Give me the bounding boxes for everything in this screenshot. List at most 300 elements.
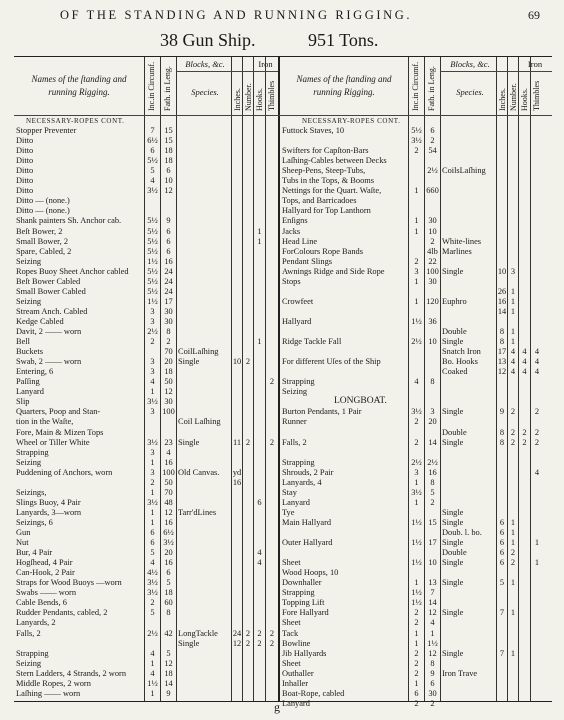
running-title: OF THE STANDING AND RUNNING RIGGING. — [60, 8, 413, 22]
cell-fath: 18 — [164, 668, 173, 678]
cell-inches: yd — [232, 467, 242, 477]
cell-species: Euphro — [442, 296, 467, 306]
cell-name: Ditto — [16, 166, 34, 176]
cell-number: 2 — [245, 628, 251, 638]
cell-species: Single — [442, 648, 464, 658]
cell-name: Jacks — [282, 226, 301, 236]
cell-species: Coaked — [442, 367, 468, 377]
cell-circ: 5 — [150, 166, 155, 176]
header-number-right: Number. — [509, 83, 518, 111]
cell-fath: 12 — [164, 186, 173, 196]
cell-inches: 7 — [499, 608, 505, 618]
header-thimbles-left: Thimbles — [267, 80, 276, 111]
title-tons: 951 Tons. — [308, 30, 379, 50]
cell-fath: 15 — [164, 136, 173, 146]
cell-name: Seizing — [16, 658, 42, 668]
cell-inches: 14 — [497, 306, 507, 316]
cell-species: Single — [442, 558, 464, 568]
cell-number: 2 — [245, 357, 251, 367]
cell-circ: 5½ — [147, 246, 158, 256]
cell-name: Ropes Buoy Sheet Anchor cabled — [16, 266, 129, 276]
table-row — [14, 397, 552, 406]
cell-fath: 2½ — [427, 166, 438, 176]
cell-name: LONGBOAT. — [334, 396, 387, 407]
table-row — [14, 277, 552, 286]
cell-name: Sheep-Pens, Steep-Tubs, — [282, 166, 366, 176]
cell-hooks: 2 — [257, 628, 262, 638]
cell-name: Runner — [282, 417, 307, 427]
cell-fath: 10 — [428, 558, 437, 568]
cell-name: Middle Ropes, 2 worn — [16, 678, 91, 688]
cell-fath: 24 — [164, 286, 173, 296]
cell-name: Slip — [16, 397, 30, 407]
cell-circ: 4 — [150, 668, 155, 678]
cell-inches: 10 — [232, 357, 242, 367]
cell-circ: 2½ — [147, 628, 158, 638]
cell-circ: 3 — [150, 447, 155, 457]
table-row — [14, 558, 552, 567]
cell-circ: 1 — [150, 387, 155, 397]
cell-fath: 2½ — [427, 457, 438, 467]
cell-inches: 6 — [499, 538, 505, 548]
cell-fath: 30 — [164, 316, 173, 326]
cell-species: Single — [442, 437, 464, 447]
cell-name: Lanyard — [282, 698, 310, 708]
cell-name: Entering, 6 — [16, 367, 54, 377]
table-row — [14, 659, 552, 668]
cell-name: Wood Hoops, 10 — [282, 568, 339, 578]
header-hooks-left: Hooks. — [255, 88, 264, 111]
cell-fath: 8 — [166, 608, 171, 618]
header-blocks-right: Blocks, &c. — [450, 59, 490, 69]
cell-fath: 9 — [166, 216, 171, 226]
cell-circ: 2 — [150, 337, 155, 347]
cell-circ: 7 — [150, 126, 155, 135]
cell-name: Outhaller — [282, 668, 314, 678]
cell-number: 1 — [510, 528, 516, 537]
cell-fath: 36 — [428, 316, 437, 326]
cell-fath: 6 — [166, 568, 171, 578]
cell-number: 1 — [510, 296, 516, 306]
cell-species: CoilLaſhing — [178, 347, 219, 357]
cell-fath: 60 — [164, 598, 173, 608]
cell-fath: 12 — [164, 387, 173, 397]
table-row — [14, 126, 552, 135]
cell-name: Laſhing-Cables between Decks — [282, 156, 387, 166]
cell-circ: 1 — [150, 457, 155, 467]
cell-hooks: 4 — [522, 347, 527, 357]
cell-number: 1 — [510, 648, 516, 658]
cell-name: Small Bower Cabled — [16, 286, 86, 296]
cell-fath: 2 — [430, 497, 435, 507]
cell-inches: 8 — [499, 427, 505, 437]
cell-species: Single — [442, 507, 464, 517]
cell-name: Burton Pendants, 1 Pair — [282, 407, 362, 417]
cell-fath: 30 — [164, 397, 173, 407]
cell-name: Topping Lift — [282, 598, 325, 608]
cell-species: Double — [442, 427, 467, 437]
cell-fath: 6 — [430, 126, 435, 135]
cell-circ: 4 — [150, 558, 155, 568]
cell-fath: 2 — [430, 236, 435, 246]
section-label-right: NECESSARY-ROPES CONT. — [302, 117, 401, 125]
cell-name: Spare, Cabled, 2 — [16, 246, 72, 256]
cell-fath: 30 — [164, 306, 173, 316]
cell-fath: 20 — [164, 357, 173, 367]
table-row — [14, 237, 552, 246]
cell-fath: 15 — [428, 517, 437, 527]
cell-fath: 42 — [164, 628, 173, 638]
cell-fath: 6 — [166, 236, 171, 246]
table-row — [14, 598, 552, 607]
table-row — [14, 588, 552, 597]
cell-species: CoilsLaſhing — [442, 166, 486, 176]
cell-name: Hogſhead, 4 Pair — [16, 558, 73, 568]
table-row — [14, 679, 552, 688]
cell-circ: 1 — [414, 216, 419, 226]
table-row — [14, 327, 552, 336]
cell-species: Single — [442, 578, 464, 588]
cell-name: Outer Hallyard — [282, 538, 333, 548]
cell-name: Davit, 2 —— worn — [16, 327, 82, 336]
cell-circ: 3 — [414, 467, 419, 477]
cell-name: Tye — [282, 507, 295, 517]
cell-name: Strapping — [16, 447, 49, 457]
cell-number: 3 — [510, 266, 516, 276]
cell-fath: 20 — [428, 417, 437, 427]
cell-species: Single — [178, 638, 200, 648]
cell-name: Strapping — [282, 377, 315, 387]
cell-circ: 3½ — [147, 437, 158, 447]
cell-circ: 3½ — [147, 186, 158, 196]
cell-circ: 2 — [414, 608, 419, 618]
cell-fath: 5 — [166, 578, 171, 588]
rigging-table — [14, 56, 552, 708]
cell-hooks: 1 — [257, 236, 262, 246]
cell-fath: 12 — [164, 507, 173, 517]
cell-circ: 5 — [150, 608, 155, 618]
cell-fath: 16 — [164, 517, 173, 527]
cell-fath: 18 — [164, 367, 173, 377]
cell-circ: 1 — [414, 578, 419, 588]
header-names-right: Names of the ſtanding and running Rigging. — [296, 74, 392, 97]
cell-name: Ditto — [16, 146, 34, 156]
header-inches-left: Inches. — [233, 88, 242, 111]
table-row — [14, 448, 552, 457]
cell-name: Ditto — (none.) — [16, 206, 70, 216]
cell-species: Snatch Iron — [442, 347, 481, 357]
cell-hooks: 4 — [522, 357, 527, 367]
table-row — [14, 407, 552, 416]
table-row — [14, 267, 552, 276]
table-row — [14, 206, 552, 215]
table-row — [14, 287, 552, 296]
header-rule — [176, 71, 278, 72]
cell-fath: 15 — [164, 126, 173, 135]
cell-thimbles: 1 — [534, 558, 540, 568]
cell-fath: 9 — [166, 688, 171, 698]
cell-name: Jib Hallyards — [282, 648, 327, 658]
running-head — [0, 6, 564, 26]
cell-fath: 3 — [430, 407, 435, 417]
cell-circ: 4 — [150, 377, 155, 387]
cell-circ: 1½ — [411, 538, 422, 548]
cell-circ: 1 — [414, 638, 419, 648]
table-row — [14, 146, 552, 155]
cell-fath: 70 — [164, 347, 173, 357]
cell-inches: 8 — [499, 437, 505, 447]
cell-circ: 1 — [414, 276, 419, 286]
table-row — [14, 538, 552, 547]
header-fath-right: Fath. in Leng. — [427, 66, 436, 111]
cell-name: Tops, and Barricadoes — [282, 196, 357, 206]
table-row — [14, 578, 552, 587]
cell-fath: 16 — [164, 457, 173, 467]
cell-name: Small Bower, 2 — [16, 236, 69, 246]
cell-name: Beſt Bower, 2 — [16, 226, 63, 236]
header-blocks-left: Blocks, &c. — [185, 59, 225, 69]
cell-species: Tarr'dLines — [178, 507, 217, 517]
table-row — [14, 166, 552, 175]
cell-thimbles: 2 — [269, 628, 275, 638]
cell-name: Seizing — [16, 256, 42, 266]
cell-circ: 4 — [150, 176, 155, 186]
section-label-left: NECESSARY-ROPES CONT. — [26, 117, 125, 125]
cell-circ: 3½ — [147, 397, 158, 407]
table-row — [14, 317, 552, 326]
cell-fath: 4lb — [427, 246, 438, 256]
cell-hooks: 4 — [257, 548, 262, 558]
header-circ-right: Inc.in Circumf. — [411, 61, 420, 111]
cell-fath: 30 — [428, 688, 437, 698]
header-rule — [14, 115, 552, 116]
cell-fath: 30 — [428, 216, 437, 226]
cell-fath: 18 — [164, 146, 173, 156]
cell-name: Inhaller — [282, 678, 309, 688]
cell-circ: 1 — [414, 477, 419, 487]
cell-circ: 2 — [414, 648, 419, 658]
header-species-left: Species. — [191, 87, 219, 97]
cell-circ: 6 — [150, 146, 155, 156]
table-row — [14, 387, 552, 396]
table-row — [14, 247, 552, 256]
cell-name: Bell — [16, 337, 30, 347]
table-row — [14, 156, 552, 165]
cell-name: Swab, 2 —— worn — [16, 357, 82, 367]
cell-circ: 1 — [414, 186, 419, 196]
cell-name: Stops — [282, 276, 301, 286]
table-row — [14, 608, 552, 617]
cell-inches: 9 — [499, 407, 505, 417]
cell-fath: 9 — [430, 668, 435, 678]
cell-name: Sheet — [282, 558, 301, 568]
cell-circ: 3 — [150, 316, 155, 326]
cell-name: Lanyards, 3—worn — [16, 507, 82, 517]
cell-fath: 22 — [428, 256, 437, 266]
table-row — [14, 377, 552, 386]
cell-circ: 1 — [414, 628, 419, 638]
cell-thimbles: 4 — [534, 347, 540, 357]
cell-circ: 2 — [414, 698, 419, 708]
cell-name: Ditto — [16, 186, 34, 196]
cell-inches: 7 — [499, 648, 505, 658]
cell-hooks: 2 — [522, 427, 527, 437]
cell-name: Main Hallyard — [282, 517, 332, 527]
cell-inches: 8 — [499, 327, 505, 336]
cell-number: 1 — [510, 286, 516, 296]
cell-inches: 17 — [497, 347, 507, 357]
cell-name: Pendant Slings — [282, 256, 333, 266]
table-row — [14, 518, 552, 527]
table-row — [14, 649, 552, 658]
cell-thimbles: 4 — [534, 467, 540, 477]
cell-circ: 3 — [150, 407, 155, 417]
cell-fath: 18 — [164, 156, 173, 166]
cell-name: Futtock Staves, 10 — [282, 126, 345, 135]
cell-circ: 1½ — [411, 316, 422, 326]
title-gun: 38 Gun Ship. — [160, 30, 256, 50]
cell-fath: 12 — [428, 648, 437, 658]
cell-fath: 660 — [426, 186, 439, 196]
table-row — [14, 629, 552, 638]
cell-species: Doub. l. bo. — [442, 528, 482, 537]
cell-number: 1 — [510, 337, 516, 347]
cell-circ: 1½ — [411, 598, 422, 608]
table-row — [14, 699, 552, 708]
cell-thimbles: 2 — [534, 407, 540, 417]
cell-fath: 100 — [162, 467, 175, 477]
cell-name: Quarters, Poop and Stan- — [16, 407, 101, 417]
cell-fath: 6 — [166, 166, 171, 176]
cell-fath: 120 — [426, 296, 439, 306]
cell-name: Hallyard — [282, 316, 312, 326]
table-row — [14, 488, 552, 497]
cell-inches: 6 — [499, 548, 505, 558]
cell-number: 1 — [510, 517, 516, 527]
cell-hooks: 2 — [522, 437, 527, 447]
cell-fath: 13 — [428, 578, 437, 588]
cell-name: Beſt Bower Cabled — [16, 276, 81, 286]
cell-circ: 2 — [414, 668, 419, 678]
cell-fath: 50 — [164, 377, 173, 387]
cell-species: Single — [178, 437, 200, 447]
cell-fath: 100 — [426, 266, 439, 276]
cell-inches: 6 — [499, 558, 505, 568]
cell-hooks: 1 — [257, 226, 262, 236]
table-row — [14, 689, 552, 698]
cell-inches: 12 — [232, 638, 242, 648]
cell-inches: 8 — [499, 337, 505, 347]
cell-circ: 2 — [414, 256, 419, 266]
header-species-right: Species. — [456, 87, 484, 97]
cell-fath: 1½ — [427, 638, 438, 648]
cell-circ: 1½ — [411, 517, 422, 527]
cell-circ: 3½ — [411, 487, 422, 497]
table-row — [14, 216, 552, 225]
cell-species: Iron Trave — [442, 668, 478, 678]
cell-name: Paſſing — [16, 377, 40, 387]
cell-name: Seizing — [16, 457, 42, 467]
cell-name: Seizing — [16, 296, 42, 306]
cell-fath: 48 — [164, 497, 173, 507]
cell-name: Tubs in the Tops, & Booms — [282, 176, 375, 186]
cell-circ: 1½ — [411, 588, 422, 598]
cell-name: Strapping — [16, 648, 49, 658]
cell-inches: 11 — [232, 437, 242, 447]
cell-hooks: 1 — [257, 337, 262, 347]
cell-name: Lanyard — [16, 387, 44, 397]
header-inches-right: Inches. — [498, 88, 507, 111]
cell-circ: 5½ — [411, 126, 422, 135]
table-row — [14, 297, 552, 306]
cell-fath: 4 — [430, 618, 435, 628]
cell-fath: 3½ — [163, 538, 174, 548]
cell-name: Strapping — [282, 457, 315, 467]
cell-name: Falls, 2 — [16, 628, 41, 638]
cell-circ: 6 — [150, 528, 155, 537]
cell-fath: 17 — [164, 296, 173, 306]
cell-thimbles: 2 — [269, 377, 275, 387]
table-row — [14, 468, 552, 477]
cell-name: Ridge Tackle Fall — [282, 337, 342, 347]
cell-name: Ditto — [16, 176, 34, 186]
cell-name: Swifters for Capſton-Bars — [282, 146, 369, 156]
cell-species: Bo. Hooks — [442, 357, 478, 367]
cell-circ: 3½ — [147, 497, 158, 507]
cell-name: Gun — [16, 528, 31, 537]
cell-name: Rudder Pendants, cabled, 2 — [16, 608, 108, 618]
cell-fath: 24 — [164, 266, 173, 276]
cell-number: 4 — [510, 347, 516, 357]
cell-name: Lanyards, 4 — [282, 477, 322, 487]
table-row — [14, 568, 552, 577]
cell-name: Puddening of Anchors, worn — [16, 467, 113, 477]
cell-inches: 13 — [497, 357, 507, 367]
cell-fath: 2 — [430, 136, 435, 146]
cell-fath: 18 — [164, 588, 173, 598]
cell-circ: 6 — [150, 538, 155, 548]
cell-circ: 2 — [414, 417, 419, 427]
page-number: 69 — [528, 8, 540, 22]
cell-number: 2 — [245, 638, 251, 648]
cell-circ: 1 — [150, 487, 155, 497]
table-row — [14, 669, 552, 678]
cell-circ: 3 — [150, 467, 155, 477]
table-row — [14, 186, 552, 195]
cell-number: 1 — [510, 306, 516, 316]
cell-name: Stern Ladders, 4 Strands, 2 worn — [16, 668, 127, 678]
cell-name: Tack — [282, 628, 299, 638]
header-fath-left: Fath. in Leng. — [163, 66, 172, 111]
cell-species: Old Canvas. — [178, 467, 220, 477]
cell-thimbles: 4 — [534, 367, 540, 377]
cell-fath: 16 — [164, 558, 173, 568]
cell-inches: 16 — [497, 296, 507, 306]
cell-fath: 20 — [164, 548, 173, 558]
cell-hooks: 4 — [522, 367, 527, 377]
cell-name: Fore Hallyard — [282, 608, 329, 618]
cell-circ: 3 — [414, 266, 419, 276]
cell-name: Cable Bends, 6 — [16, 598, 67, 608]
cell-fath: 16 — [164, 256, 173, 266]
cell-fath: 5 — [166, 648, 171, 658]
header-rule — [440, 71, 552, 72]
table-row — [14, 257, 552, 266]
cell-circ: 3 — [150, 306, 155, 316]
cell-fath: 10 — [164, 176, 173, 186]
cell-inches: 16 — [232, 477, 242, 487]
cell-circ: 4 — [150, 648, 155, 658]
